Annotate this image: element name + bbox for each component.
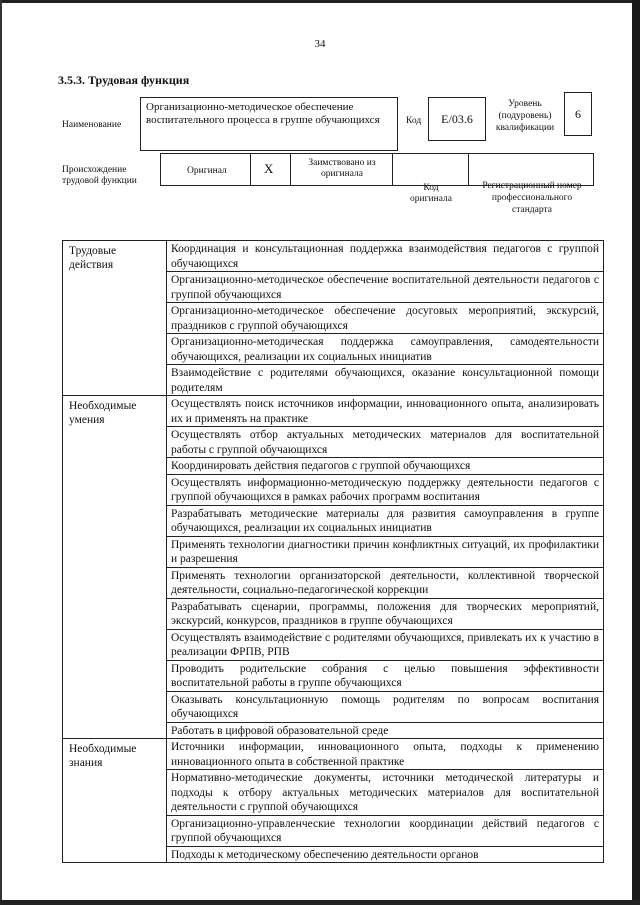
table-row [63, 241, 604, 272]
function-name-value: Организационно-методическое обеспечение воспитательного процесса в группе обучающихся [140, 97, 398, 151]
table-cell: Организационно-методическая поддержка самоуправления, самодеятельности обучающихся, реализации их социальных инициатив [167, 334, 604, 365]
regnum-label-line-3: стандарта [512, 205, 552, 215]
code-original-label-line-2: оригинала [410, 194, 452, 204]
scan-edge-left [0, 0, 2, 905]
regnum-label-line-2: профессионального [491, 193, 573, 203]
table-cell: Оказывать консультационную помощь родителям по вопросам воспитания обучающихся [167, 691, 604, 722]
table-cell: Разрабатывать сценарии, программы, положения для творческих мероприятий, экскурсий, конкурсов, праздников в группе обучающихся [167, 598, 604, 629]
code-original-label-line-1: Код [423, 183, 439, 193]
origin-original-cell [161, 154, 251, 185]
table-cell: Организационно-методическое обеспечение досуговых мероприятий, экскурсий, праздников с группой обучающихся [167, 303, 604, 334]
table-cell: Организационно-управленческие технологии координации действий педагогов с группой обучающихся [167, 815, 604, 846]
origin-mark-cell [251, 154, 291, 185]
original-mark: X [264, 161, 274, 176]
table-cell: Применять технологии организаторской деятельности, коллективной творческой деятельности, социально-педагогической коррекции [167, 567, 604, 598]
borrowed-label-line-2: оригинала [321, 169, 363, 179]
scan-edge-right [632, 0, 640, 905]
table-cell: Осуществлять информационно-методическую поддержку деятельности педагогов с группой обучающихся в рамках рабочих программ воспитания [167, 474, 604, 505]
table-cell: Нормативно-методические документы, источники методической литературы и подходы к отбору актуальных методических материалов для воспитательной деятельности с группой обучающихся [167, 770, 604, 816]
origin-label-line-1: Происхождение [62, 165, 127, 175]
table-cell: Осуществлять поиск источников информации, инновационного опыта, анализировать их и применять на практике [167, 396, 604, 427]
original-label: Оригинал [187, 166, 227, 176]
level-label-line-1: Уровень [508, 99, 542, 109]
table-cell: Осуществлять взаимодействие с родителями обучающихся, привлекать их к участию в реализации ФРПВ, РПВ [167, 629, 604, 660]
group-title-skills: Необходимые умения [63, 396, 167, 739]
table-cell: Работать в цифровой образовательной среде [167, 722, 604, 739]
table-cell: Подходы к методическому обеспечению деятельности органов [167, 846, 604, 863]
qualification-level-value: 6 [564, 92, 592, 136]
name-label: Наименование [62, 120, 122, 130]
group-title-actions: Трудовые действия [63, 241, 167, 396]
table-cell: Источники информации, инновационного опыта, подходы к применению инновационного опыта в собственной практике [167, 739, 604, 770]
table-cell: Разрабатывать методические материалы для развития самоуправления в группе обучающихся, реализации их социальных инициатив [167, 505, 604, 536]
regnum-label-line-1: Регистрационный номер [482, 181, 582, 191]
origin-borrowed-cell [291, 154, 393, 185]
origin-code-cell [393, 154, 469, 185]
level-label-line-3: квалификации [495, 123, 555, 133]
labor-function-table [62, 240, 604, 863]
level-label-line-2: (подуровень) [498, 111, 552, 121]
group-title-knowledge: Необходимые знания [63, 739, 167, 863]
page-number: 34 [314, 38, 326, 50]
function-code-value: E/03.6 [428, 97, 486, 141]
table-cell: Применять технологии диагностики причин конфликтных ситуаций, их профилактики и разрешения [167, 536, 604, 567]
borrowed-label-line-1: Заимствовано из [308, 158, 376, 168]
section-title: 3.5.3. Трудовая функция [58, 73, 190, 87]
table-cell: Координировать действия педагогов с группой обучающихся [167, 458, 604, 475]
table-cell: Проводить родительские собрания с целью повышения эффективности воспитательной работы в группе обучающихся [167, 660, 604, 691]
origin-label-line-2: трудовой функции [62, 176, 137, 186]
table-cell: Организационно-методическое обеспечение воспитательной деятельности педагогов с группой обучающихся [167, 272, 604, 303]
scan-edge-top [0, 0, 640, 3]
code-label: Код [406, 116, 422, 126]
table-row [63, 396, 604, 427]
table-cell: Координация и консультационная поддержка взаимодействия педагогов с группой обучающихся [167, 241, 604, 272]
table-cell: Взаимодействие с родителями обучающихся, оказание консультационной помощи родителям [167, 365, 604, 396]
table-cell: Осуществлять отбор актуальных методических материалов для воспитательной работы с группой обучающихся [167, 427, 604, 458]
table-row [63, 739, 604, 770]
scan-edge-bottom [0, 900, 640, 905]
